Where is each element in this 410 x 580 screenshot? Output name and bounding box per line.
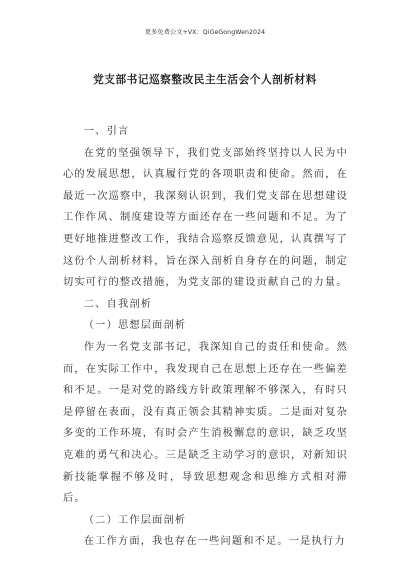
page-header: 更多免费公文+VX：QiGeGongWen2024 (144, 29, 266, 36)
document-title: 党支部书记巡察整改民主生活会个人剖析材料 (93, 74, 317, 86)
ideology-paragraph: 作为一名党支部书记，我深知自己的责任和使命。然而，在实际工作中，我发现自己在思想上还存在一些偏差和不足。一是对党的路线方针政策理解不够深入，有时只是停留在表面，没有真正领会其精神实质。二是面对复杂多变的工作环境，有时会产生消极懈怠的意识，缺乏攻坚克难的勇气和决心。三是缺乏主动学习的意识，对新知识新技能掌握不够及时，导致思想观念和思维方式相对滞后。 (63, 341, 348, 505)
work-paragraph: 在工作方面，我也存在一些问题和不足。一是执行力 (83, 536, 346, 548)
document-body (63, 121, 348, 553)
subsection-heading-ideology: （一）思想层面剖析 (83, 320, 187, 332)
section-heading-self-analysis: 二、自我剖析 (83, 298, 153, 310)
section-heading-intro: 一、引言 (83, 126, 130, 137)
intro-paragraph: 在党的坚强领导下，我们党支部始终坚持以人民为中心的发展思想，认真履行党的各项职责和使命。然而，在最近一次巡察中，我深刻认识到，我们党支部在思想建设工作作风、制度建设等方面还存在一些问题和不足。为了更好地推进整改工作，我结合巡察反馈意见，认真撰写了这份个人剖析材料，旨在深入剖析自身存在的问题，制定切实可行的整改措施，为党支部的建设贡献自己的力量。 (63, 147, 348, 289)
subsection-heading-work: （二）工作层面剖析 (83, 514, 187, 526)
